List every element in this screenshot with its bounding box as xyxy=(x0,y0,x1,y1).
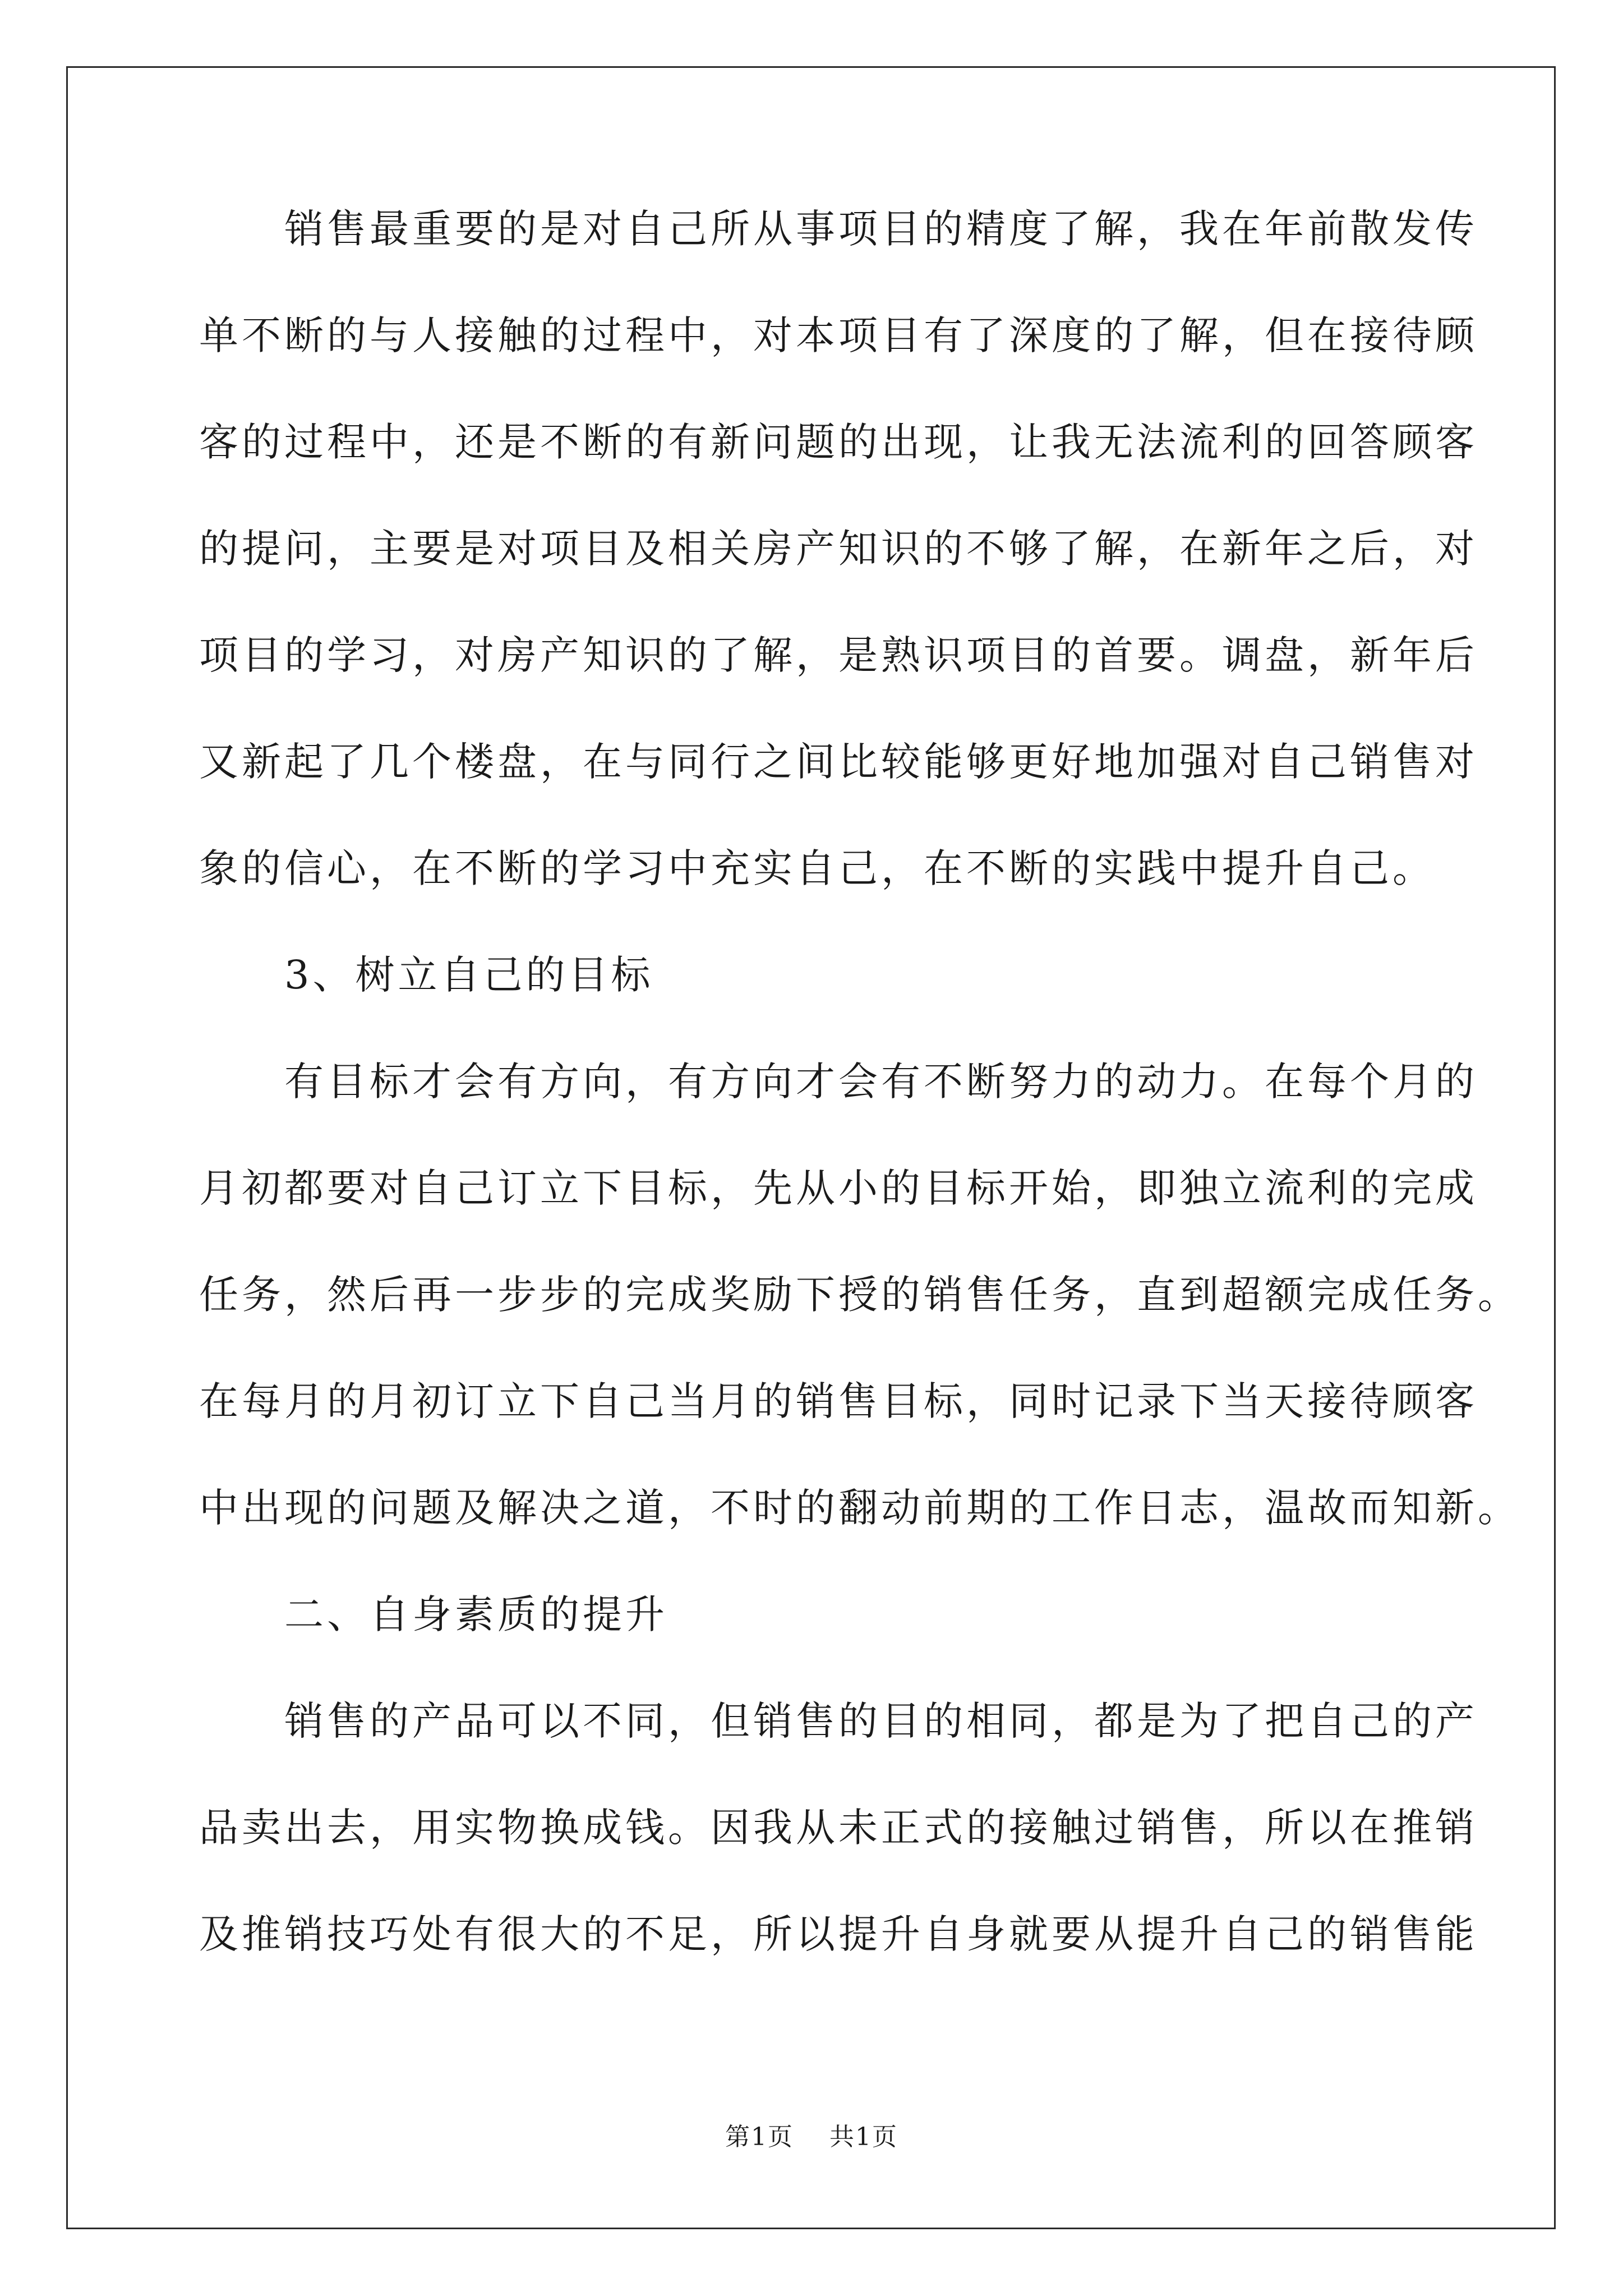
text-line: 品卖出去，用实物换成钱。因我从未正式的接触过销售，所以在推销 xyxy=(199,1805,1478,1851)
text-line: 又新起了几个楼盘，在与同行之间比较能够更好地加强对自己销售对 xyxy=(199,739,1478,785)
page-border xyxy=(66,66,1556,2229)
text-line: 销售最重要的是对自己所从事项目的精度了解，我在年前散发传 xyxy=(199,206,1478,252)
text-line: 及推销技巧处有很大的不足，所以提升自身就要从提升自己的销售能 xyxy=(199,1911,1478,1957)
text-line: 销售的产品可以不同，但销售的目的相同，都是为了把自己的产 xyxy=(199,1698,1478,1744)
text-line: 中出现的问题及解决之道，不时的翻动前期的工作日志，温故而知新。 xyxy=(199,1485,1520,1531)
text-line: 任务，然后再一步步的完成奖励下授的销售任务，直到超额完成任务。 xyxy=(199,1272,1520,1318)
section-heading: 二、自身素质的提升 xyxy=(199,1591,668,1637)
text-line: 的提问，主要是对项目及相关房产知识的不够了解，在新年之后，对 xyxy=(199,526,1478,572)
section-heading: 3、树立自己的目标 xyxy=(199,952,654,998)
text-line: 象的信心，在不断的学习中充实自己，在不断的实践中提升自己。 xyxy=(199,845,1435,891)
text-line: 月初都要对自己订立下目标，先从小的目标开始，即独立流利的完成 xyxy=(199,1165,1478,1211)
text-line: 单不断的与人接触的过程中，对本项目有了深度的了解，但在接待顾 xyxy=(199,312,1478,358)
text-line: 项目的学习，对房产知识的了解，是熟识项目的首要。调盘，新年后 xyxy=(199,632,1478,678)
page-total: 共1页 xyxy=(829,2123,898,2151)
page-footer xyxy=(0,2120,1623,2154)
text-line: 客的过程中，还是不断的有新问题的出现，让我无法流利的回答顾客 xyxy=(199,419,1478,465)
text-line: 在每月的月初订立下自己当月的销售目标，同时记录下当天接待顾客 xyxy=(199,1378,1478,1424)
page-number: 第1页 xyxy=(725,2123,794,2151)
text-line: 有目标才会有方向，有方向才会有不断努力的动力。在每个月的 xyxy=(199,1059,1478,1105)
